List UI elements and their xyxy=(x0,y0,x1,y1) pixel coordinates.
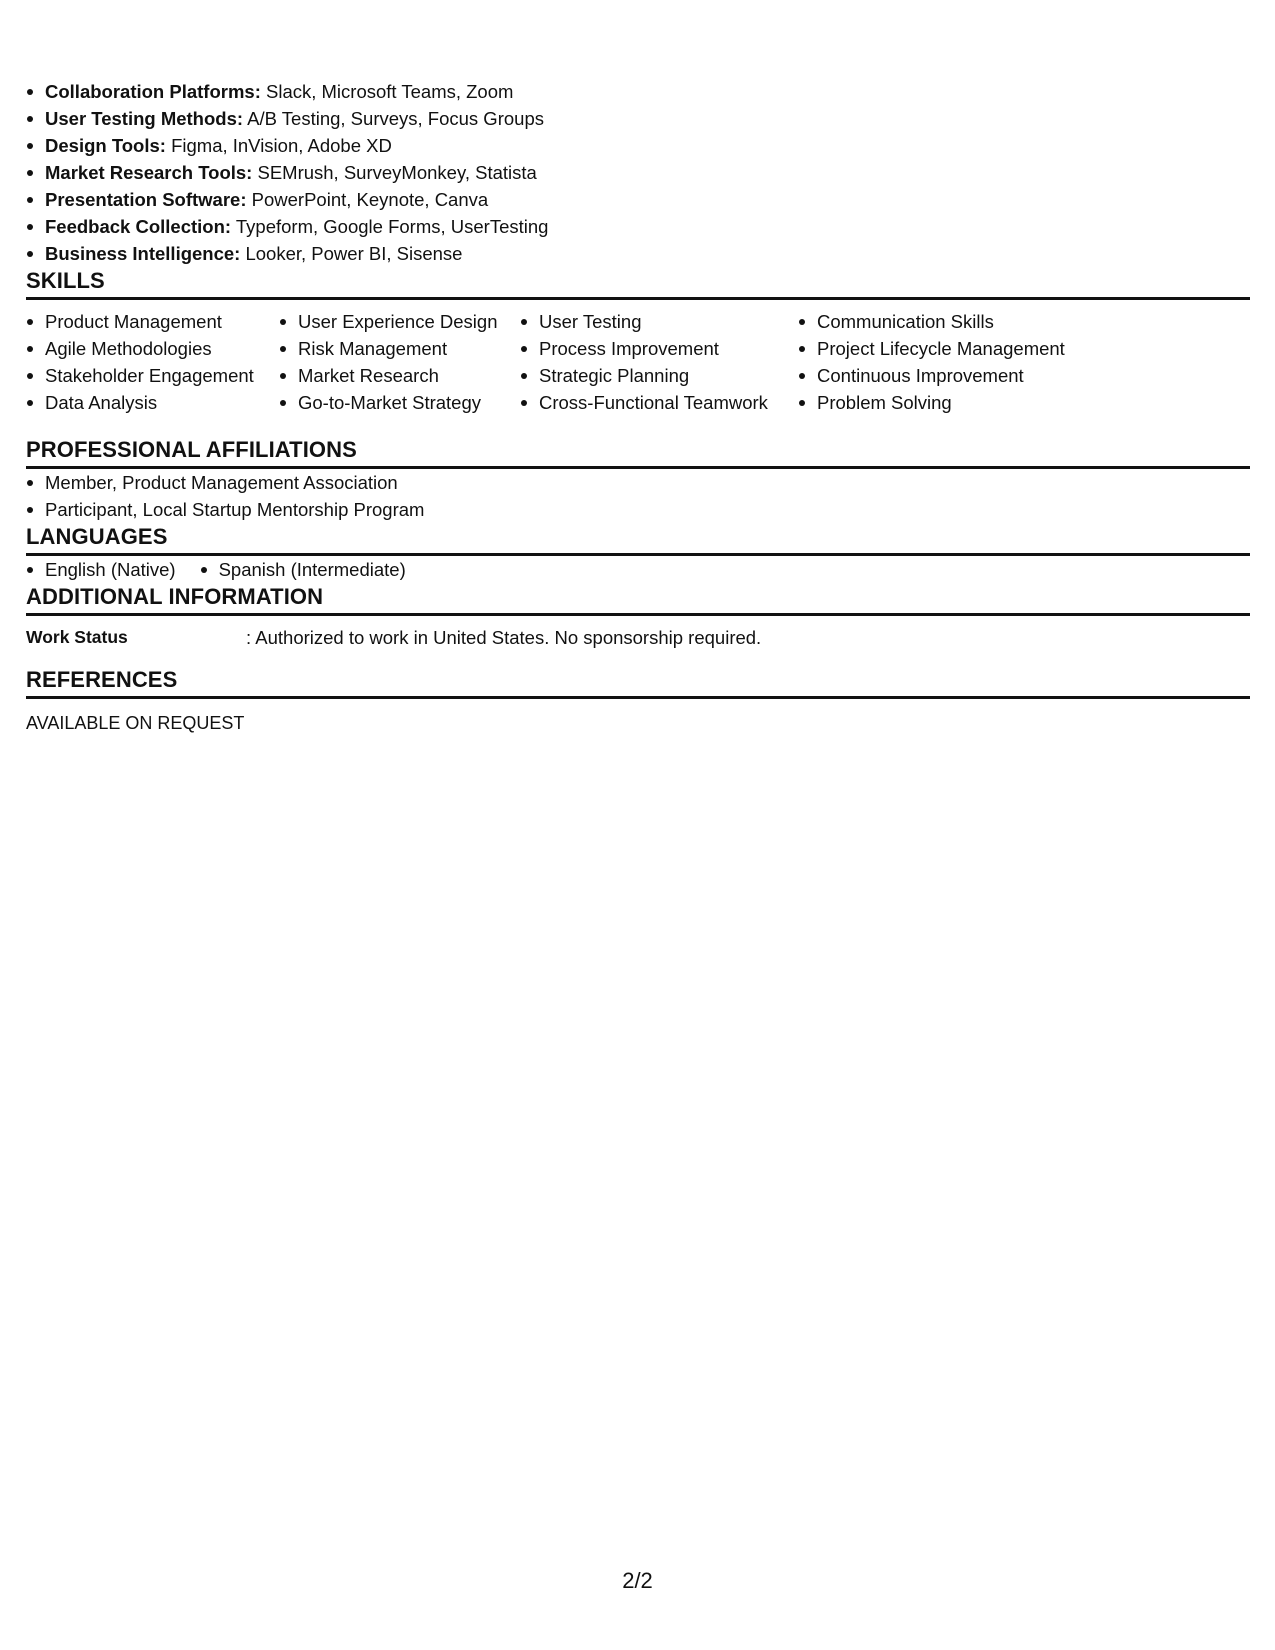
references-text: AVAILABLE ON REQUEST xyxy=(26,713,245,733)
tools-item-value: Figma, InVision, Adobe XD xyxy=(165,135,392,156)
skill-item: User Testing xyxy=(520,308,768,335)
work-status-row xyxy=(26,624,1250,651)
tools-item-label: Design Tools: xyxy=(45,135,166,156)
work-status-value: : Authorized to work in United States. No sponsorship required. xyxy=(246,627,762,648)
skill-item: Stakeholder Engagement xyxy=(26,362,254,389)
tools-item-value: Looker, Power BI, Sisense xyxy=(240,243,463,264)
languages-list xyxy=(26,556,1250,583)
additional-info-heading: ADDITIONAL INFORMATION xyxy=(26,583,1250,616)
languages-heading: LANGUAGES xyxy=(26,523,1250,556)
tools-item xyxy=(26,159,1250,186)
tools-item-label: Feedback Collection: xyxy=(45,216,232,237)
tools-item xyxy=(26,186,1250,213)
skills-grid xyxy=(26,308,1250,420)
tools-item-value: PowerPoint, Keynote, Canva xyxy=(246,189,489,210)
tools-item-value: A/B Testing, Surveys, Focus Groups xyxy=(243,108,544,129)
language-item: English (Native) xyxy=(26,556,176,583)
affiliations-heading: PROFESSIONAL AFFILIATIONS xyxy=(26,436,1250,469)
references-heading: REFERENCES xyxy=(26,666,1250,699)
affiliations-list xyxy=(26,469,1250,523)
affiliation-item: Participant, Local Startup Mentorship Program xyxy=(26,496,1250,523)
tools-item-label: User Testing Methods: xyxy=(45,108,244,129)
language-item: Spanish (Intermediate) xyxy=(200,556,406,583)
tools-item xyxy=(26,105,1250,132)
tools-item-value: SEMrush, SurveyMonkey, Statista xyxy=(252,162,537,183)
skills-column-4 xyxy=(798,308,1065,416)
tools-item-label: Market Research Tools: xyxy=(45,162,253,183)
tools-item-label: Collaboration Platforms: xyxy=(45,81,261,102)
skills-heading: SKILLS xyxy=(26,267,1250,300)
skill-item: Risk Management xyxy=(279,335,497,362)
page-number: 2/2 xyxy=(622,1568,653,1593)
tools-item xyxy=(26,213,1250,240)
skill-item: Cross-Functional Teamwork xyxy=(520,389,768,416)
skills-column-3 xyxy=(520,308,768,416)
skill-item: Market Research xyxy=(279,362,497,389)
skill-item: Product Management xyxy=(26,308,254,335)
skill-item: Communication Skills xyxy=(798,308,1065,335)
tools-item xyxy=(26,78,1250,105)
skill-item: Go-to-Market Strategy xyxy=(279,389,497,416)
skill-item: Continuous Improvement xyxy=(798,362,1065,389)
skill-item: Project Lifecycle Management xyxy=(798,335,1065,362)
tools-item xyxy=(26,240,1250,267)
tools-item xyxy=(26,132,1250,159)
skills-column-1 xyxy=(26,308,254,416)
affiliation-item: Member, Product Management Association xyxy=(26,469,1250,496)
tools-item-value: Slack, Microsoft Teams, Zoom xyxy=(260,81,514,102)
skill-item: Problem Solving xyxy=(798,389,1065,416)
skills-column-2 xyxy=(279,308,497,416)
resume-content xyxy=(26,78,1250,737)
tools-item-value: Typeform, Google Forms, UserTesting xyxy=(231,216,549,237)
work-status-label: Work Status xyxy=(26,627,128,647)
tools-item-label: Presentation Software: xyxy=(45,189,247,210)
skill-item: Process Improvement xyxy=(520,335,768,362)
skill-item: Strategic Planning xyxy=(520,362,768,389)
skill-item: User Experience Design xyxy=(279,308,497,335)
tools-list xyxy=(26,78,1250,267)
skill-item: Data Analysis xyxy=(26,389,254,416)
skill-item: Agile Methodologies xyxy=(26,335,254,362)
tools-item-label: Business Intelligence: xyxy=(45,243,241,264)
